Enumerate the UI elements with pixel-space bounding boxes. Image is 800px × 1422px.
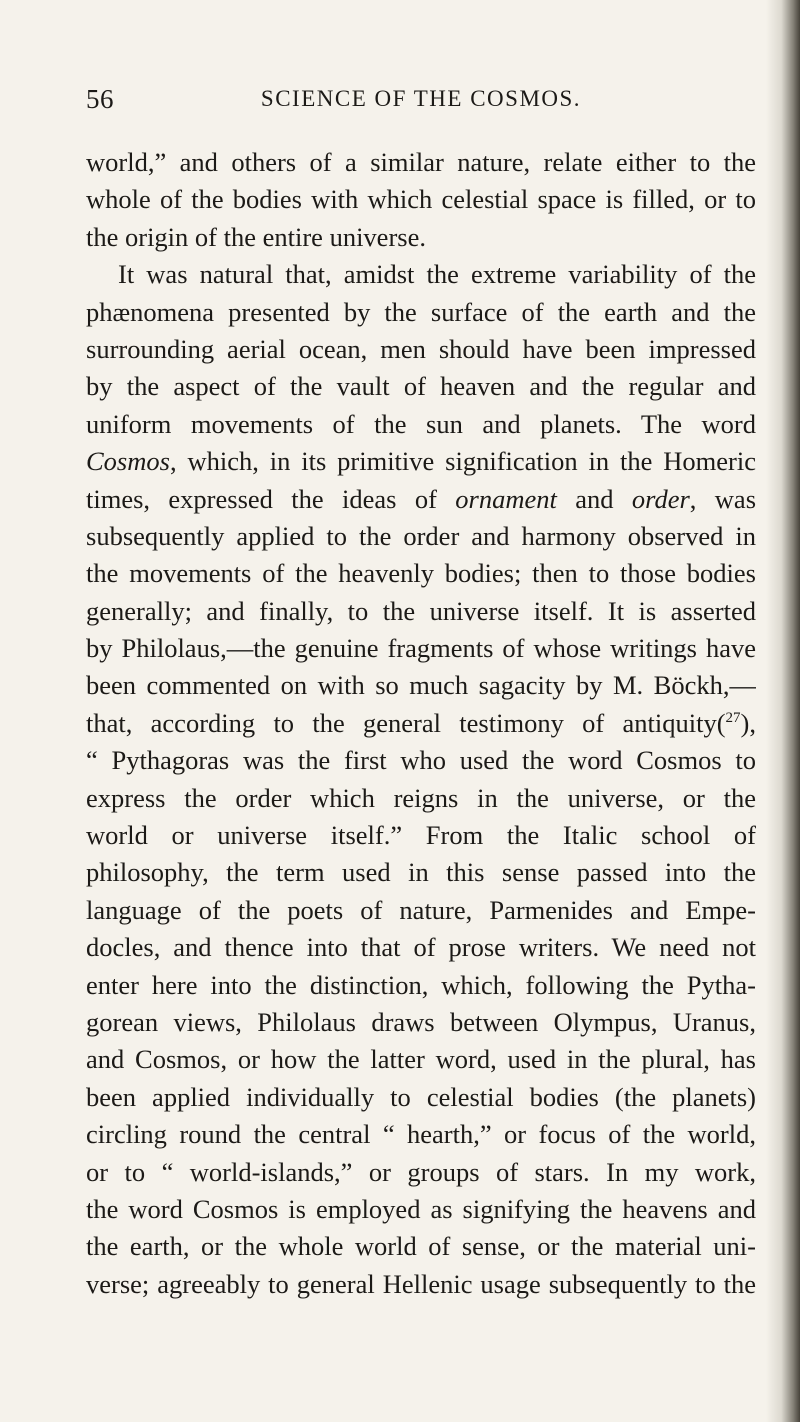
text-line: generally; and finally, to the universe itself. It is asserted: [86, 595, 756, 626]
text-line: the earth, or the whole world of sense, or the material uni-: [86, 1231, 756, 1262]
text-line: the word Cosmos is employed as signifying the heavens and: [86, 1193, 756, 1224]
text-line: and Cosmos, or how the latter word, used in the plural, has: [86, 1044, 756, 1075]
text-run: , was: [689, 483, 756, 514]
text-run: times, expressed the ideas of: [86, 483, 456, 514]
text-line: express the order which reigns in the universe, or the: [86, 782, 756, 813]
text-line: It was natural that, amidst the extreme variability of the: [118, 259, 756, 290]
text-line: gorean views, Philolaus draws between Olympus, Uranus,: [86, 1006, 756, 1037]
running-head: SCIENCE OF THE COSMOS.: [260, 86, 582, 111]
text-line: [86, 705, 756, 742]
text-line: been applied individually to celestial bodies (the planets): [86, 1081, 756, 1112]
italic-word: ornament: [455, 483, 557, 514]
text-line: the movements of the heavenly bodies; then to those bodies: [86, 558, 756, 589]
text-line: enter here into the distinction, which, following the Pytha-: [86, 969, 756, 1000]
text-line: phænomena presented by the surface of the earth and the: [86, 296, 756, 327]
text-run: ),: [740, 707, 756, 738]
page-header: [86, 84, 756, 120]
text-line: world or universe itself.” From the Italic school of: [86, 820, 756, 851]
footnote-ref: 27: [725, 710, 741, 727]
text-line: language of the poets of nature, Parmenides and Empe-: [86, 894, 756, 925]
body-text: [86, 144, 756, 1303]
text-line: or to “ world-islands,” or groups of stars. In my work,: [86, 1156, 756, 1187]
text-line: by Philolaus,—the genuine fragments of whose writings have: [86, 633, 756, 664]
text-line: uniform movements of the sun and planets. The word: [86, 408, 756, 439]
text-line: [86, 443, 756, 480]
italic-word: Cosmos: [86, 446, 170, 477]
page-edge-shadow: [766, 0, 800, 1422]
text-line: been commented on with so much sagacity by M. Böckh,—: [86, 670, 756, 701]
page-number: 56: [86, 84, 114, 114]
text-line: surrounding aerial ocean, men should have been impressed: [86, 333, 756, 364]
text-line: the origin of the entire universe.: [86, 221, 426, 252]
text-line: whole of the bodies with which celestial space is filled, or to: [86, 184, 756, 215]
text-line: “ Pythagoras was the first who used the word Cosmos to: [86, 745, 756, 776]
text-line: by the aspect of the vault of heaven and the regular and: [86, 371, 756, 402]
text-run: , which, in its primitive signification in the Homeric: [169, 446, 756, 477]
text-run: that, according to the general testimony of antiquity(: [86, 707, 726, 738]
text-line: philosophy, the term used in this sense passed into the: [86, 857, 756, 888]
text-line: docles, and thence into that of prose writers. We need not: [86, 932, 756, 963]
text-line: subsequently applied to the order and harmony observed in: [86, 520, 756, 551]
text-line: verse; agreeably to general Hellenic usage subsequently to the: [86, 1268, 756, 1299]
text-line: [86, 481, 756, 518]
text-line: world,” and others of a similar nature, relate either to the: [86, 147, 756, 177]
italic-word: order: [631, 483, 690, 514]
text-line: circling round the central “ hearth,” or focus of the world,: [86, 1119, 756, 1150]
text-run: and: [556, 483, 632, 514]
